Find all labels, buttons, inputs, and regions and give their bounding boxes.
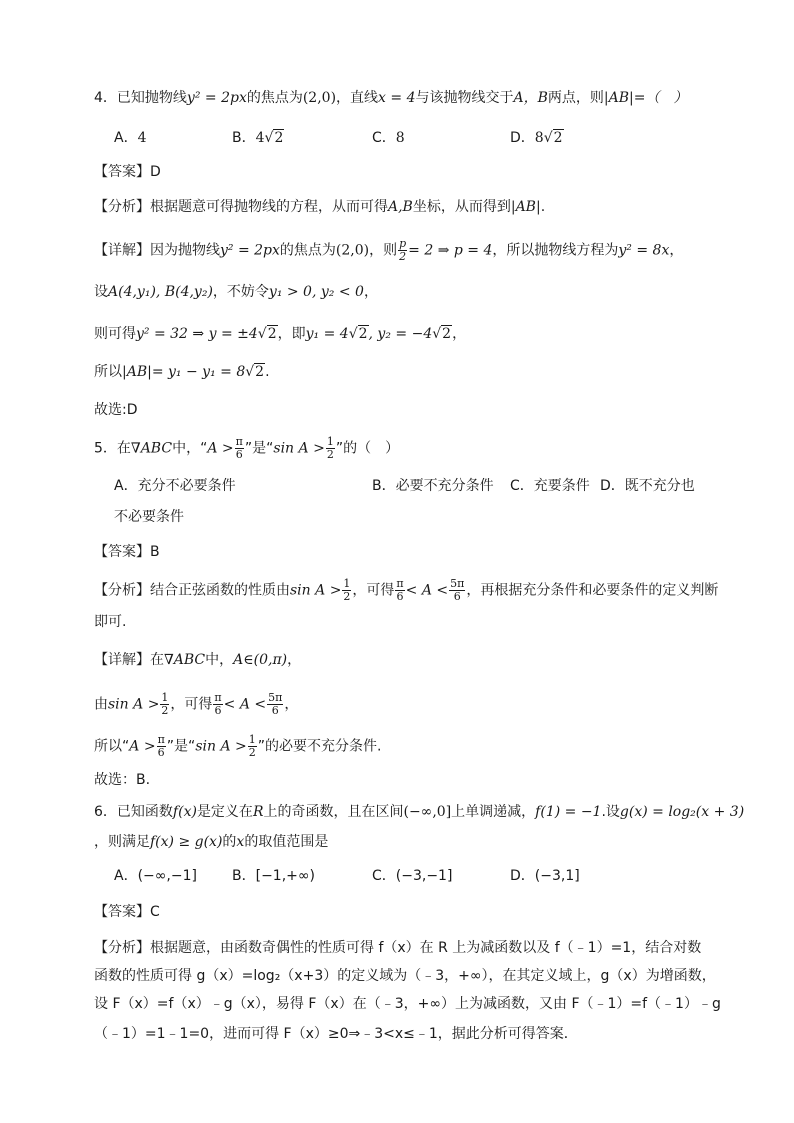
sqrt: √2 [348,326,368,342]
answer-label: 【答案】 [94,544,150,560]
fraction [157,734,166,759]
math: A > [207,440,234,457]
text: 所以“ [94,738,130,755]
text: ”的（ ） [335,440,400,457]
analysis-label: 【分析】 [94,940,150,956]
q5-option-c[interactable] [510,476,590,496]
q6-analysis-l2 [94,966,716,986]
answer-label: 【答案】 [94,904,150,920]
numerator: π [214,691,222,704]
text: ，可得 [352,582,395,599]
text: 上的奇函数，且在区间 [263,804,404,820]
q5-detail-line2 [94,692,298,717]
text: 结合正弦函数的性质由 [150,582,290,599]
q4-text-e: 两点，则 [547,90,604,106]
fraction [395,578,404,603]
q6-option-a[interactable] [114,866,197,886]
numerator: 5π [268,691,283,704]
q5-answer [94,542,160,562]
text: ，则满足 [94,834,150,850]
q5-analysis [94,578,718,603]
text: ，可得 [170,696,213,713]
sqrt: √2 [257,326,277,342]
option-text: C．充要条件 [510,478,590,494]
math: (2,0) [335,242,370,259]
q5-number: 5．在 [94,440,131,457]
q4-detail-line3 [94,324,466,344]
text: .设 [601,804,620,820]
text: 因为抛物线 [150,242,220,259]
q4-detail-line4 [94,362,270,382]
denominator: 2 [343,590,351,603]
denominator: 6 [157,746,165,759]
q5-detail-line3 [94,734,381,759]
math: f(x) [172,804,197,820]
q4-equation: y² = 2px [186,90,247,106]
denominator: 6 [235,448,243,461]
math: < A < [223,696,267,713]
q6-stem-line2 [94,832,328,852]
denominator: 6 [453,590,461,603]
text: ， [287,652,302,668]
q4-option-c[interactable] [372,128,405,148]
math: R [252,804,264,820]
sqrt: √2 [245,364,265,380]
text: ， [452,326,467,342]
option-label: A． [114,130,138,146]
text: ”是“ [166,738,196,755]
text: 6．已知函数 [94,804,173,820]
q4-ask: |AB|=（ ） [603,90,688,106]
q6-analysis-l3 [94,994,721,1014]
math: y² = 32 ⇒ y = ±4 [136,326,258,342]
option-text: D．(−3,1] [510,868,580,884]
q6-option-c[interactable] [372,866,452,886]
q5-stem [94,436,399,461]
q4-answer [94,162,161,182]
text: ”是“ [244,440,274,457]
q4-detail-line2 [94,282,378,302]
numerator: π [396,577,404,590]
numerator: π [235,435,243,448]
math: sin A > [108,696,160,713]
analysis-label: 【分析】 [94,199,150,215]
text: 所以 [94,364,122,380]
fraction [449,578,465,603]
text: 设 F（x）=f（x）﹣g（x），易得 F（x）在（﹣3，+∞）上为减函数，又由 F（﹣1）=f（﹣1）﹣g [94,996,721,1012]
text: ， [363,284,378,300]
text: 即可. [94,614,127,630]
option-text: B．必要不充分条件 [372,478,494,494]
text: 是定义在 [196,804,253,820]
numerator: 1 [161,691,169,704]
q4-option-d[interactable] [510,128,564,148]
text: ，所以抛物线方程为 [492,242,619,259]
option-label: D． [510,130,535,146]
q4-text-b: 的焦点为 [246,90,303,106]
answer-value: C [150,904,160,920]
radicand: 2 [255,364,265,380]
fraction [213,692,222,717]
math: sin A > [273,440,325,457]
denominator: 2 [326,448,334,461]
text: 上单调递减， [451,804,536,820]
numerator: p [399,237,407,250]
text: ，不妨令 [212,284,269,300]
fraction [342,578,351,603]
q5-option-b[interactable] [372,476,494,496]
answer-label: 【答案】 [94,164,150,180]
text: 的 [222,834,237,850]
option-value: 4√2 [255,130,284,146]
text: . [265,364,270,380]
math: y₁ = 4 [305,326,349,342]
answer-value: B [150,544,160,560]
option-value: 4 [137,130,147,146]
q5-detail [94,650,301,670]
q4-line-eq: x = 4 [378,90,416,106]
text: 根据题意可得抛物线的方程，从而可得 [150,199,388,215]
q4-text-c: ，直线 [336,90,379,106]
radicand: 2 [553,130,563,146]
q6-analysis-l4 [94,1024,578,1044]
text: ， [669,242,684,259]
numerator: π [157,733,165,746]
q5-option-d-cont [114,507,184,527]
math: |AB|= y₁ − y₁ = 8 [122,364,246,380]
radicand: 2 [274,130,284,146]
text: ，再根据充分条件和必要条件的定义判断 [466,582,719,599]
math: = 2 ⇒ p = 4 [408,242,493,259]
fraction [160,692,169,717]
math: f(x) ≥ g(x) [150,834,223,850]
text: ， [284,696,299,713]
radicand: 2 [358,326,368,342]
math: < A < [405,582,449,599]
q6-stem [94,802,744,822]
q4-analysis [94,197,545,217]
math: ∇ABC [130,440,173,457]
text: 的焦点为 [279,242,336,259]
text: 坐标，从而得到 [412,199,511,215]
numerator: 1 [248,733,256,746]
option-text: 不必要条件 [114,509,184,525]
math: g(x) = log₂(x + 3) [619,804,745,820]
numerator: 1 [343,577,351,590]
denominator: 6 [396,590,404,603]
numerator: 1 [326,435,334,448]
option-value: 8√2 [534,130,563,146]
fraction [326,436,335,461]
math: y₁ > 0, y₂ < 0 [268,284,364,300]
text: （﹣1）=1﹣1=0，进而可得 F（x）≥0⇒﹣3<x≤﹣1，据此分析可得答案． [94,1026,578,1042]
q6-option-b[interactable] [232,866,315,886]
math: A > [129,738,156,755]
q5-analysis-cont [94,612,126,632]
q4-number: 4． [94,90,117,106]
math: sin A > [195,738,247,755]
q4-points: A，B [513,90,548,106]
text: 中， [205,652,234,668]
detail-label: 【详解】 [94,242,150,259]
option-value: 8 [395,130,405,146]
option-text: B．[−1,+∞) [232,868,316,884]
detail-label: 【详解】 [94,652,150,668]
coef: 8 [534,130,544,146]
text: ，即 [277,326,306,342]
q4-option-a[interactable] [114,128,147,148]
denominator: 2 [248,746,256,759]
q6-answer [94,902,160,922]
denominator: 6 [214,704,222,717]
option-label: B． [232,130,256,146]
coef: 4 [255,130,265,146]
text: ”的必要不充分条件. [257,738,382,755]
math: (−∞,0] [403,804,452,820]
option-text: A．(−∞,−1] [114,868,197,884]
math: |AB| [510,199,541,215]
option-text: D．既不充分也 [600,478,695,494]
option-text: C．(−3,−1] [372,868,453,884]
math: A,B [388,199,413,215]
denominator: 6 [271,704,279,717]
numerator: 5π [450,577,465,590]
answer-value: D [150,164,161,180]
text: 函数的性质可得 g（x）=log₂（x+3）的定义域为（﹣3，+∞），在其定义域上，g（x）为增函数， [94,968,716,984]
math: sin A > [290,582,342,599]
math: f(1) = −1 [535,804,602,820]
text: 设 [94,284,108,300]
q4-option-b[interactable] [232,128,284,148]
text: ，则 [369,242,398,259]
fraction [398,238,407,263]
q4-conclusion [94,400,138,420]
fraction [248,734,257,759]
radicand: 2 [267,326,277,342]
radicand: 2 [442,326,452,342]
q6-analysis [94,938,701,958]
text: 在 [150,652,164,668]
text: 故选:D [94,402,138,418]
q4-text-a: 已知抛物线 [116,90,187,106]
q5-conclusion [94,770,150,790]
math: A∈(0,π) [233,652,288,668]
text: 由 [94,696,108,713]
math: ∇ABC [164,652,206,668]
fraction [235,436,244,461]
sqrt: √2 [432,326,452,342]
q4-text-d: 与该抛物线交于 [415,90,514,106]
math: x [236,834,245,850]
q4-focus: (2,0) [302,90,337,106]
denominator: 2 [399,250,407,263]
q6-option-d[interactable] [510,866,580,886]
text: 根据题意，由函数奇偶性的性质可得 f（x）在 R 上为减函数以及 f（﹣1）=1，结合对数 [150,940,702,956]
option-label: C． [372,130,396,146]
math: , y₂ = −4 [368,326,433,342]
analysis-label: 【分析】 [94,582,150,599]
text: 中，“ [172,440,208,457]
q5-option-a[interactable] [114,476,236,496]
math: A(4,y₁), B(4,y₂) [108,284,213,300]
text: 则可得 [94,326,136,342]
math: y² = 2px [220,242,280,259]
text: 的取值范围是 [244,834,329,850]
q5-option-d[interactable] [600,476,695,496]
q4-stem [94,88,687,108]
denominator: 2 [161,704,169,717]
option-text: A．充分不必要条件 [114,478,236,494]
math: y² = 8x [618,242,670,259]
q4-detail [94,238,683,263]
text: 故选：B. [94,772,151,788]
fraction [267,692,283,717]
text: . [540,199,546,215]
